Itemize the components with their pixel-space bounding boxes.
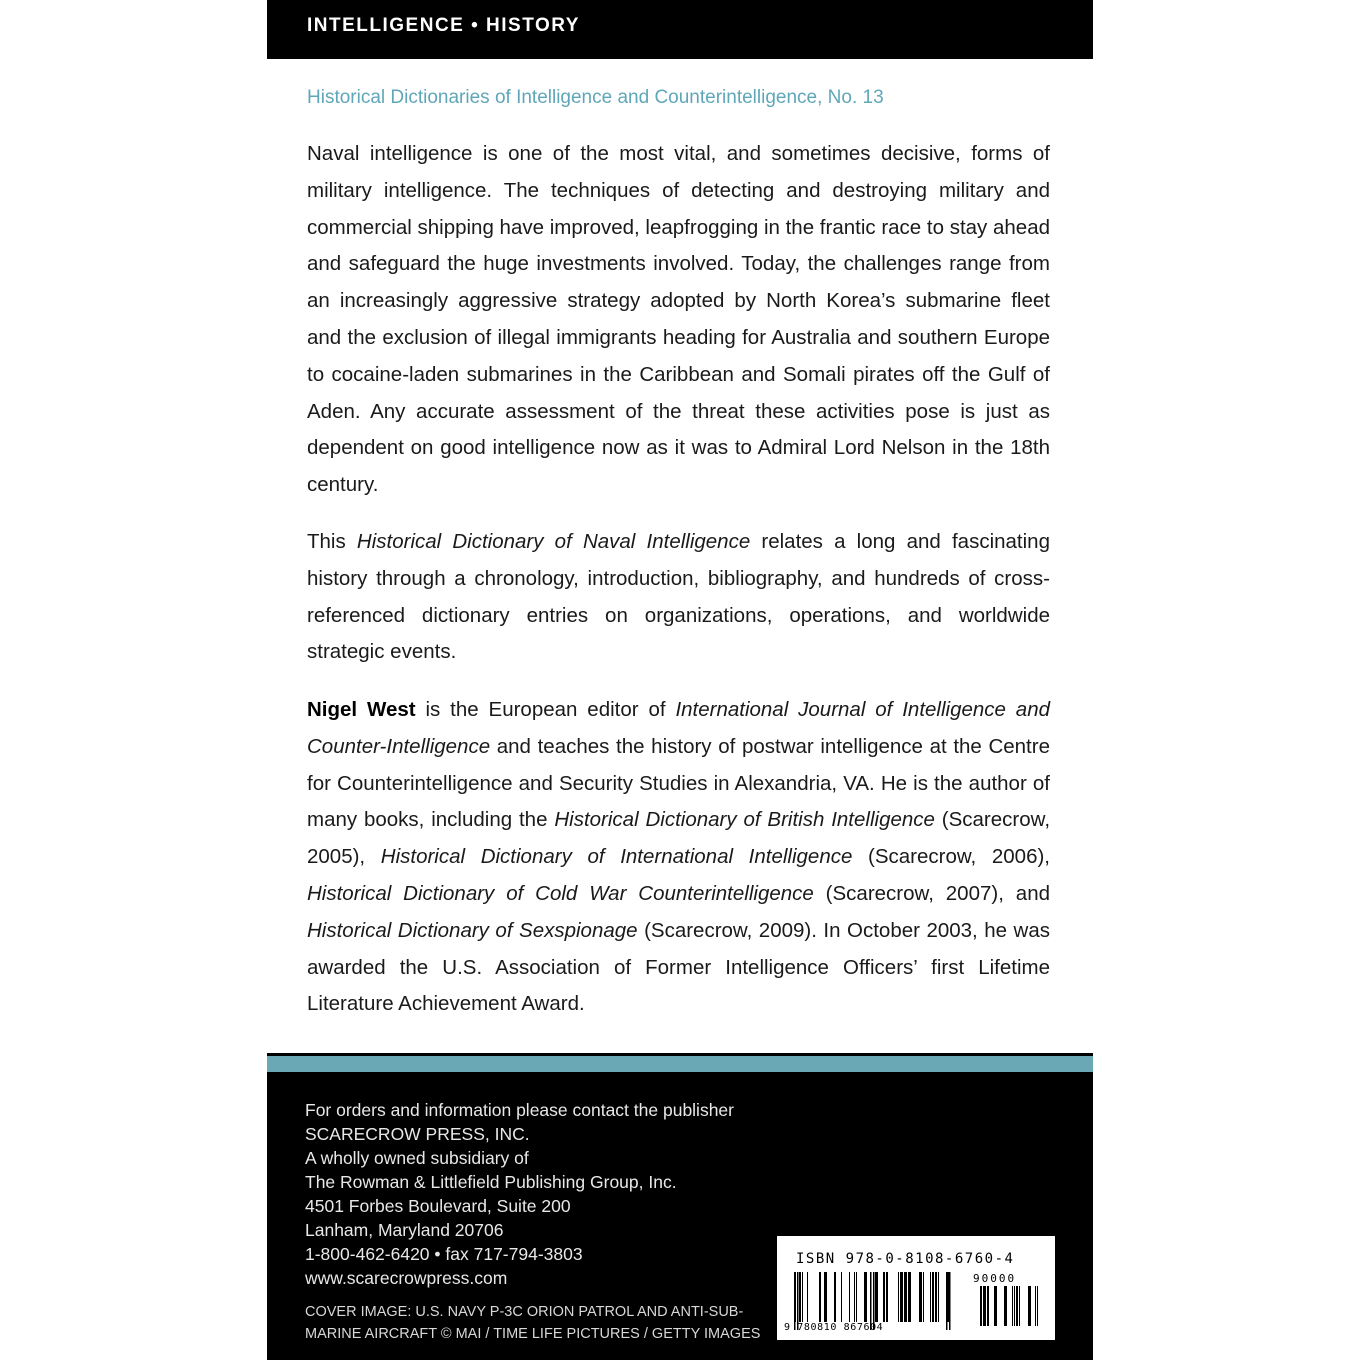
bio-text: (Scarecrow, 2006), bbox=[852, 845, 1050, 869]
barcode-bar bbox=[908, 1272, 911, 1322]
author-bio bbox=[307, 692, 1050, 1023]
barcode-bar bbox=[980, 1286, 982, 1326]
barcode-bar bbox=[987, 1286, 989, 1326]
barcode-bar bbox=[883, 1272, 885, 1322]
bio-text: and teaches the history of postwar intelligence at the Centre for Counterintelligence and Security Studies in Alexandria, VA. He is the author of many books, including the bbox=[307, 734, 1050, 832]
contact-line: Lanham, Maryland 20706 bbox=[305, 1220, 504, 1240]
contact-line: SCARECROW PRESS, INC. bbox=[305, 1124, 530, 1144]
bio-text: (Scarecrow, 2009). In October 2003, he was awarded the U.S. Association of Former Intelligence Officers’ first Lifetime Literature Achievement Award. bbox=[307, 918, 1051, 1016]
publisher-contact bbox=[305, 1098, 734, 1290]
barcode-guard-bar bbox=[949, 1272, 951, 1330]
contact-line: A wholly owned subsidiary of bbox=[305, 1148, 529, 1168]
barcode-bar bbox=[1028, 1286, 1031, 1326]
contact-line: For orders and information please contact the publisher bbox=[305, 1100, 734, 1120]
category-label: INTELLIGENCE • HISTORY bbox=[307, 15, 580, 36]
book-title: Historical Dictionary of International Intelligence bbox=[380, 845, 853, 869]
back-cover bbox=[267, 0, 1093, 1360]
contact-line: 1-800-462-6420 • fax 717-794-3803 bbox=[305, 1244, 583, 1264]
price-addon-number: 90000 bbox=[973, 1272, 1017, 1285]
barcode-bar bbox=[849, 1272, 850, 1322]
bio-text: (Scarecrow, 2005), bbox=[307, 808, 1051, 869]
barcode-bar bbox=[935, 1272, 937, 1322]
barcode-bar bbox=[1019, 1286, 1020, 1326]
barcode-bar bbox=[875, 1272, 878, 1322]
barcode-bar bbox=[932, 1272, 934, 1322]
blurb-paragraph-2 bbox=[307, 524, 1050, 671]
barcode-bar bbox=[1012, 1286, 1013, 1326]
credit-line: MARINE AIRCRAFT © MAI / TIME LIFE PICTURES / GETTY IMAGES bbox=[305, 1326, 761, 1342]
bio-text: (Scarecrow, 2007), and bbox=[813, 881, 1050, 905]
author-name: Nigel West bbox=[307, 698, 416, 721]
barcode-bar bbox=[824, 1272, 827, 1322]
barcode-bar bbox=[930, 1272, 931, 1322]
barcode-bar bbox=[983, 1286, 986, 1326]
contact-line: 4501 Forbes Boulevard, Suite 200 bbox=[305, 1196, 571, 1216]
barcode-bar bbox=[799, 1272, 801, 1322]
barcode-bar bbox=[854, 1272, 855, 1322]
book-title: Historical Dictionary of Naval Intelligence bbox=[356, 530, 751, 553]
blurb-paragraph-1: Naval intelligence is one of the most vital, and sometimes decisive, forms of military intelligence. The techniques of detecting and destroying military and commercial shipping have improved, leapfrogging in the frantic race to stay ahead and safeguard the huge investments involved. Today, the challenges range from an increasingly aggressive strategy adopted by North Korea’s submarine fleet and the exclusion of illegal immigrants heading for Australia and southern Europe to cocaine-laden submarines in the Caribbean and Somali pirates off the Gulf of Aden. Any accurate assessment of the threat these activities pose is just as dependent on good intelligence now as it was to Admiral Lord Nelson in the 18th century. bbox=[307, 142, 1050, 497]
barcode-bar bbox=[819, 1272, 821, 1322]
credit-line: COVER IMAGE: U.S. NAVY P-3C ORION PATROL AND ANTI-SUB- bbox=[305, 1304, 744, 1320]
barcode-bar bbox=[898, 1272, 899, 1322]
barcode-bar bbox=[834, 1272, 836, 1322]
blurb-text: This bbox=[307, 530, 357, 553]
series-title: Historical Dictionaries of Intelligence and Counterintelligence, No. 13 bbox=[307, 87, 884, 108]
book-title: Historical Dictionary of Cold War Counterintelligence bbox=[307, 881, 814, 905]
bio-text: is the European editor of bbox=[415, 698, 676, 721]
barcode-bar bbox=[886, 1272, 888, 1322]
barcode-bar bbox=[856, 1272, 857, 1322]
barcode-bar bbox=[900, 1272, 903, 1322]
barcode-bar bbox=[864, 1272, 867, 1322]
publisher-url: www.scarecrowpress.com bbox=[305, 1268, 508, 1288]
book-title: Historical Dictionary of British Intelligence bbox=[554, 808, 935, 832]
barcode-bar bbox=[1016, 1286, 1018, 1326]
barcode-bar bbox=[802, 1272, 803, 1322]
barcode-bar bbox=[1037, 1286, 1038, 1326]
contact-line: The Rowman & Littlefield Publishing Group, Inc. bbox=[305, 1172, 677, 1192]
barcode-bar bbox=[938, 1272, 939, 1322]
accent-rule bbox=[267, 1053, 1093, 1072]
barcode-guard-bar bbox=[946, 1272, 948, 1330]
book-title: Historical Dictionary of Sexspionage bbox=[307, 918, 638, 942]
barcode-bar bbox=[1035, 1286, 1036, 1326]
ean-number: 9 780810 867604 bbox=[784, 1322, 884, 1333]
barcode-block bbox=[777, 1236, 1055, 1340]
cover-image-credit bbox=[305, 1301, 775, 1345]
publisher-band bbox=[267, 1072, 1093, 1360]
barcode-bar bbox=[1014, 1286, 1015, 1326]
barcode-bar bbox=[807, 1272, 808, 1322]
isbn-number: ISBN 978-0-8108-6760-4 bbox=[796, 1251, 1015, 1267]
category-band bbox=[267, 0, 1093, 59]
barcode-bar bbox=[1004, 1286, 1007, 1326]
blurb-text: relates a long and fascinating history through a chronology, introduction, bibliography, and hundreds of cross-referenced dictionary entries on organizations, operations, and worldwide strategic events. bbox=[307, 530, 1050, 664]
barcode-bar bbox=[841, 1272, 842, 1322]
barcode-bar bbox=[994, 1286, 997, 1326]
journal-title: International Journal of Intelligence and Counter-Intelligence bbox=[307, 698, 1051, 758]
barcode-bar bbox=[919, 1272, 922, 1322]
barcode-bar bbox=[923, 1272, 924, 1322]
barcode-bar bbox=[904, 1272, 907, 1322]
